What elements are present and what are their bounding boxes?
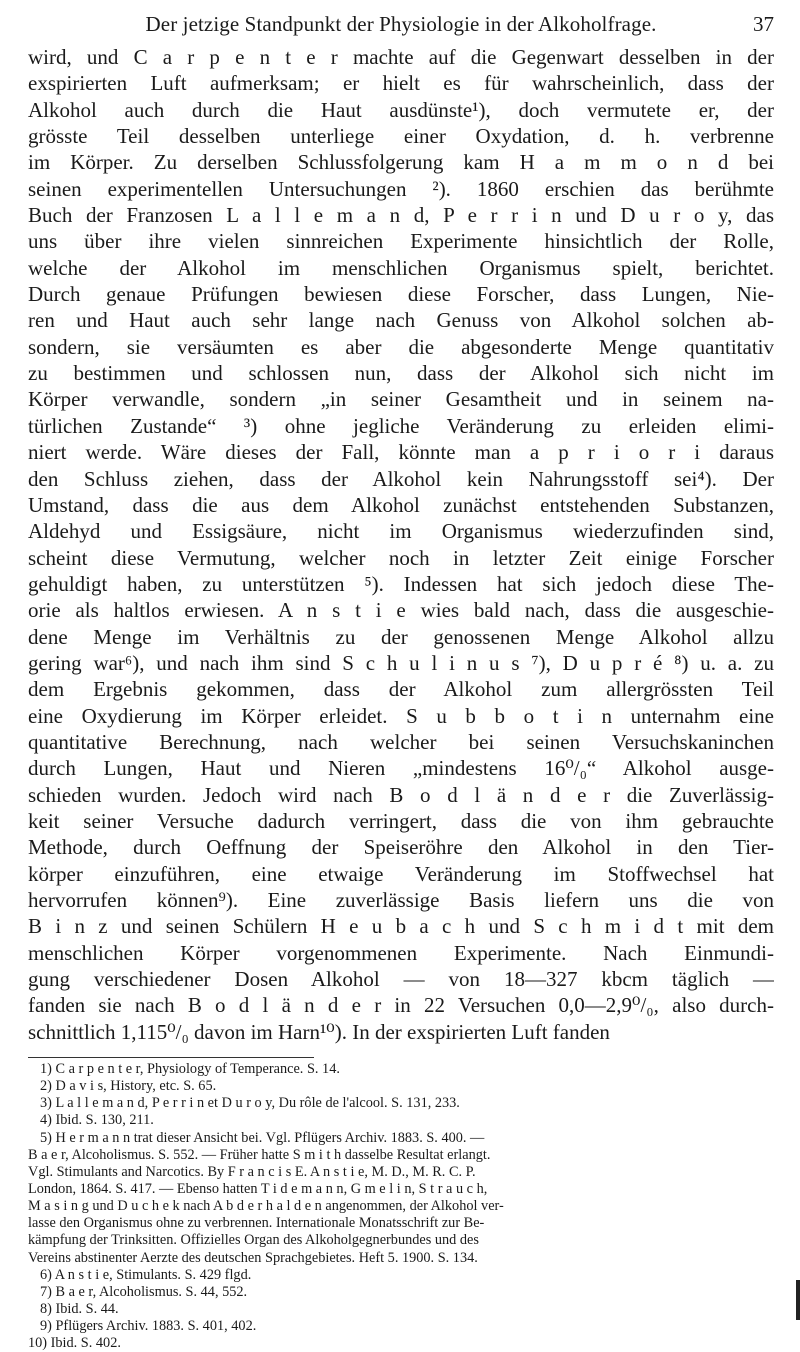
footnote-line: Vgl. Stimulants and Narcotics. By F r a n c i s E. A n s t i e, M. D., M. R. C. P.	[28, 1163, 476, 1180]
body-line: niert werde. Wäre dieses der Fall, könnte man a p r i o r i daraus	[28, 440, 774, 465]
body-line: seinen experimentellen Untersuchungen ²). 1860 erschien das berühmte	[28, 176, 774, 201]
body-line: eine Oxydierung im Körper erleidet. S u b b o t i n unternahm eine	[28, 703, 774, 728]
body-line: durch Lungen, Haut und Nieren „mindestens 16⁰/₀“ Alkohol ausge-	[28, 756, 774, 781]
body-line: keit seiner Versuche dadurch verringert, dass die von ihm gebrauchte	[28, 808, 774, 833]
body-line: welche der Alkohol im menschlichen Organismus spielt, berichtet.	[28, 255, 774, 280]
body-line: ren und Haut auch sehr lange nach Genuss von Alkohol solchen ab-	[28, 308, 774, 333]
body-line: den Schluss ziehen, dass der Alkohol kein Nahrungsstoff sei⁴). Der	[28, 466, 774, 491]
body-line: dem Ergebnis gekommen, dass der Alkohol zum allergrössten Teil	[28, 677, 774, 702]
body-line: hervorrufen können⁹). Eine zuverlässige Basis liefern uns die von	[28, 888, 774, 912]
body-line: zu bestimmen und schlossen nun, dass der Alkohol sich nicht im	[28, 361, 774, 386]
body-line: gung verschiedener Dosen Alkohol — von 18—327 kbcm täglich —	[28, 967, 774, 992]
footnote-line: M a s i n g und D u c h e k nach A b d e r h a l d e n angenommen, der Alkohol ver-	[28, 1198, 504, 1215]
body-line: fanden sie nach B o d l ä n d e r in 22 Versuchen 0,0—2,9⁰/₀, also durch-	[28, 993, 774, 1018]
footnote-line: 4) Ibid. S. 130, 211.	[40, 1112, 154, 1129]
footnote-line: Vereins abstinenter Aerzte des deutschen Sprachgebietes. Heft 5. 1900. S. 134.	[28, 1249, 478, 1266]
body-line: B i n z und seinen Schülern H e u b a c h und S c h m i d t mit dem	[28, 914, 774, 939]
footnote-line: B a e r, Alcoholismus. S. 552. — Früher hatte S m i t h dasselbe Resultat erlangt.	[28, 1146, 491, 1163]
body-line: sondern, sie versäumten es aber die abgesonderte Menge quantitativ	[28, 334, 774, 359]
footnotes	[28, 1061, 774, 1352]
footnote-line: 1) C a r p e n t e r, Physiology of Temperance. S. 14.	[40, 1061, 340, 1077]
footnote-line: lasse den Organismus ohne zu verbrennen. Internationale Monatsschrift zur Be-	[28, 1215, 485, 1232]
body-line: menschlichen Körper vorgenommenen Experimente. Nach Einmundi-	[28, 940, 774, 965]
body-line: dene Menge im Verhältnis zu der genossenen Menge Alkohol allzu	[28, 624, 774, 649]
body-line: exspirierten Luft aufmerksam; er hielt es für wahrscheinlich, dass der	[28, 71, 774, 96]
footnote-line: 5) H e r m a n n trat dieser Ansicht bei. Vgl. Pflügers Archiv. 1883. S. 400. —	[40, 1129, 485, 1146]
body-line: Durch genaue Prüfungen bewiesen diese Forscher, dass Lungen, Nie-	[28, 282, 774, 307]
body-line: gehuldigt haben, zu unterstützen ⁵). Indessen hat sich jedoch diese The-	[28, 571, 774, 596]
body-line: körper einzuführen, eine etwaige Veränderung im Stoffwechsel hat	[28, 861, 774, 886]
body-line: orie als haltlos erwiesen. A n s t i e wies bald nach, dass die ausgeschie-	[28, 598, 774, 623]
footnote-line: 10) Ibid. S. 402.	[28, 1335, 121, 1352]
body-line: scheint diese Vermutung, welcher noch in letzter Zeit einige Forscher	[28, 545, 774, 570]
footnote-separator-rule	[28, 1057, 314, 1058]
body-line: uns über ihre vielen sinnreichen Experimente hinsichtlich der Rolle,	[28, 229, 774, 254]
body-line: grösste Teil desselben unterliege einer Oxydation, d. h. verbrenne	[28, 124, 774, 149]
page-edge-mark	[796, 1280, 800, 1320]
body-line: Umstand, dass die aus dem Alkohol zunächst entstehenden Substanzen,	[28, 492, 774, 517]
body-line: gering war⁶), und nach ihm sind S c h u l i n u s ⁷), D u p r é ⁸) u. a. zu	[28, 650, 774, 675]
body-line: wird, und C a r p e n t e r machte auf die Gegenwart desselben in der	[28, 45, 774, 69]
body-line: quantitative Berechnung, nach welcher bei seinen Versuchskaninchen	[28, 729, 774, 754]
body-line: Buch der Franzosen L a l l e m a n d, P e r r i n und D u r o y, das	[28, 203, 774, 228]
body-line: türlichen Zustande“ ³) ohne jegliche Veränderung zu erleiden elimi-	[28, 413, 774, 438]
body-line: Aldehyd und Essigsäure, nicht im Organismus wiederzufinden sind,	[28, 519, 774, 544]
body-line: Alkohol auch durch die Haut ausdünste¹), doch vermutete er, der	[28, 97, 774, 122]
footnote-line: kämpfung der Trinksitten. Offizielles Organ des Alkoholgegnerbundes und des	[28, 1232, 479, 1249]
footnote-line: 7) B a e r, Alcoholismus. S. 44, 552.	[40, 1283, 248, 1300]
footnote-line: London, 1864. S. 417. — Ebenso hatten T i d e m a n n, G m e l i n, S t r a u c h,	[28, 1180, 488, 1197]
body-text	[28, 44, 774, 1045]
body-line: im Körper. Zu derselben Schlussfolgerung kam H a m m o n d bei	[28, 150, 774, 175]
body-line: schieden wurden. Jedoch wird nach B o d l ä n d e r die Zuverlässig-	[28, 782, 774, 807]
footnote-line: 3) L a l l e m a n d, P e r r i n et D u r o y, Du rôle de l'alcool. S. 131, 233.	[40, 1095, 460, 1112]
footnote-line: 2) D a v i s, History, etc. S. 65.	[40, 1078, 217, 1095]
body-line: Körper verwandle, sondern „in seiner Gesamtheit und in seinem na-	[28, 387, 774, 412]
body-line: schnittlich 1,115⁰/₀ davon im Harn¹⁰). In der exspirierten Luft fanden	[28, 1019, 610, 1044]
page-number: 37	[753, 12, 774, 36]
footnote-line: 6) A n s t i e, Stimulants. S. 429 flgd.	[40, 1266, 252, 1283]
body-line: Methode, durch Oeffnung der Speiseröhre den Alkohol in den Tier-	[28, 835, 774, 860]
footnote-line: 9) Pflügers Archiv. 1883. S. 401, 402.	[40, 1318, 257, 1335]
running-head	[28, 10, 774, 38]
running-title: Der jetzige Standpunkt der Physiologie in der Alkoholfrage.	[145, 12, 657, 36]
footnote-line: 8) Ibid. S. 44.	[40, 1300, 119, 1317]
